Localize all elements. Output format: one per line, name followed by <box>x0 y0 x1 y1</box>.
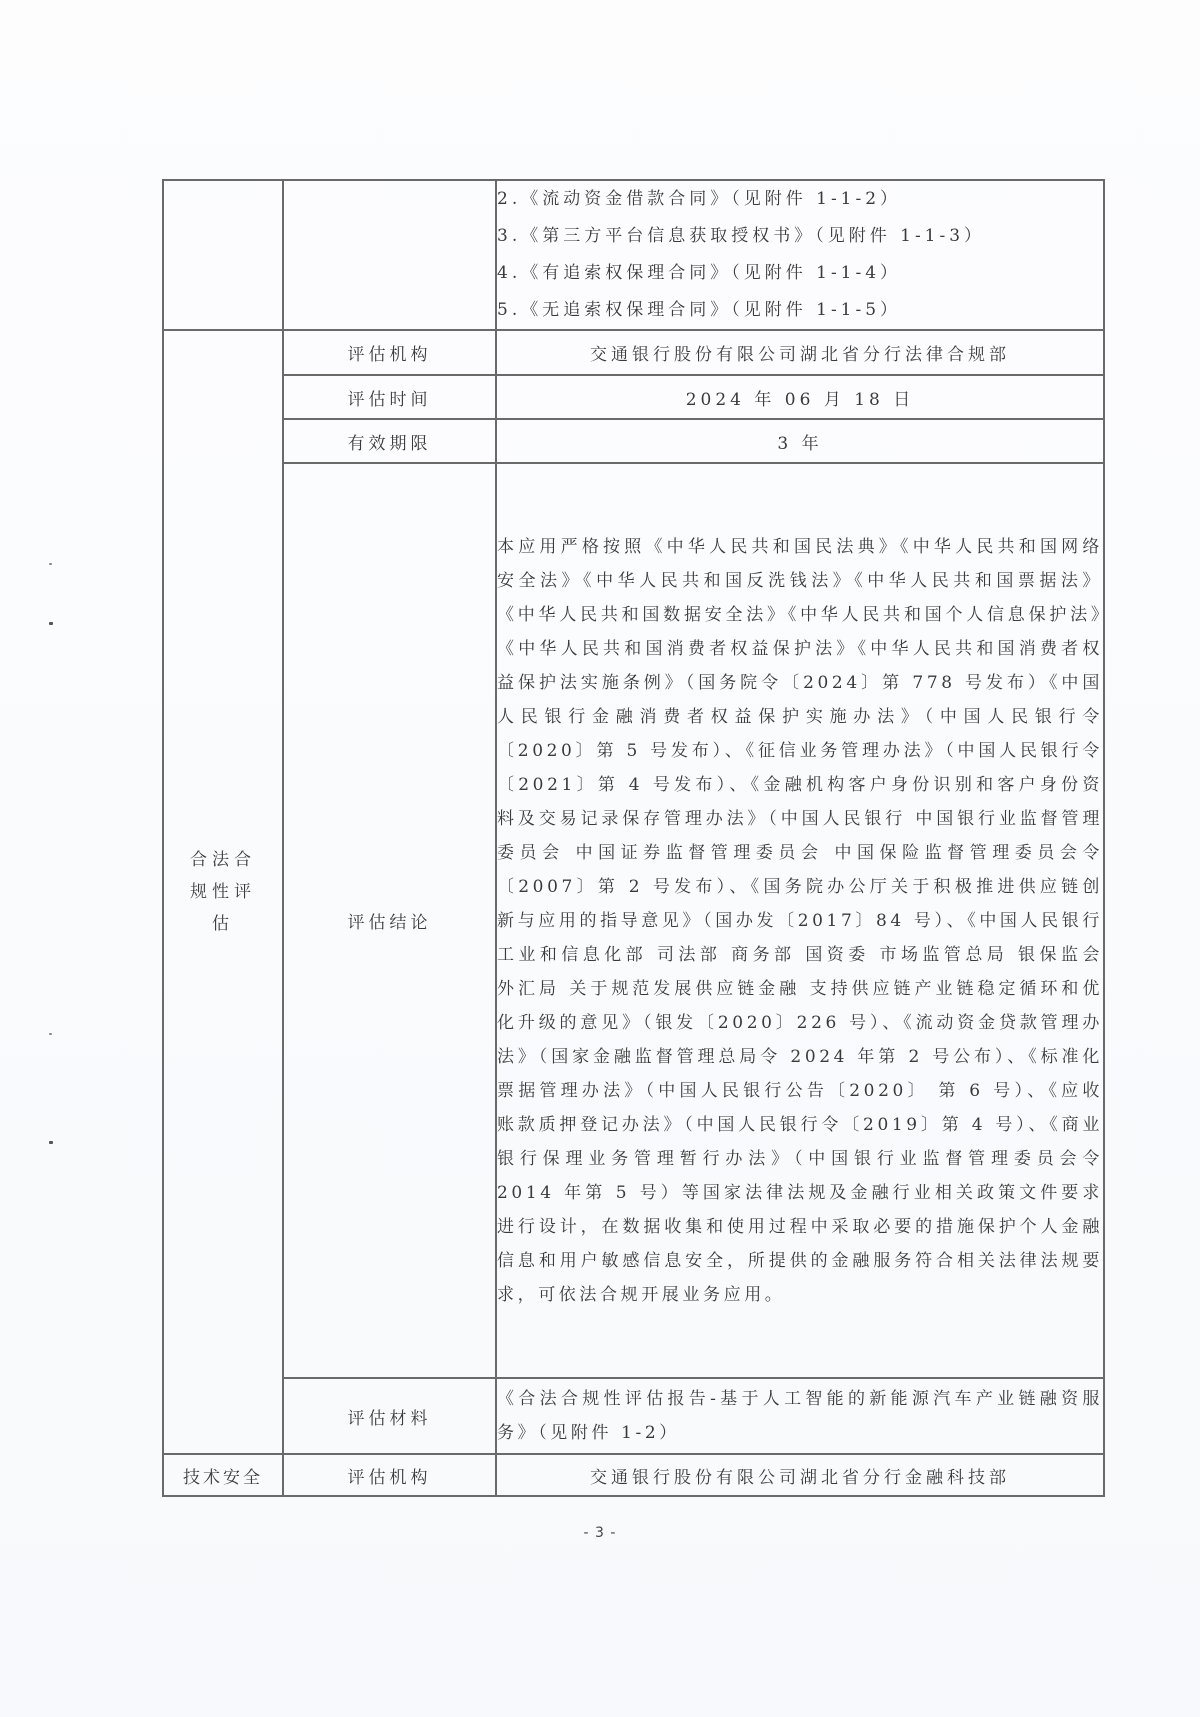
tech-category-cell: 技术安全 <box>163 1454 283 1496</box>
margin-mark <box>49 1033 52 1035</box>
attachment-item: 3.《第三方平台信息获取授权书》（见附件 1-1-3） <box>497 226 986 246</box>
assessment-date-value: 2024 年 06 月 18 日 <box>496 375 1104 419</box>
compliance-category-label: 合法合规性评估 <box>190 850 256 934</box>
tech-org-value: 交通银行股份有限公司湖北省分行金融科技部 <box>496 1454 1104 1496</box>
page-number: - 3 - <box>583 1525 617 1541</box>
compliance-validity-row <box>163 419 1104 463</box>
compliance-conclusion-row <box>163 463 1104 1378</box>
assessment-table <box>162 179 1105 1497</box>
tech-org-row <box>163 1454 1104 1496</box>
assessment-org-value: 交通银行股份有限公司湖北省分行法律合规部 <box>496 330 1104 375</box>
assessment-materials-text: 《合法合规性评估报告-基于人工智能的新能源汽车产业链融资服务》（见附件 1-2） <box>497 1389 1103 1443</box>
assessment-materials-cell <box>496 1378 1104 1454</box>
empty-category-cell <box>163 180 283 330</box>
attachments-list <box>496 180 1104 330</box>
compliance-org-row <box>163 330 1104 375</box>
margin-mark <box>49 563 52 565</box>
assessment-conclusion-cell <box>496 463 1104 1378</box>
validity-period-value: 3 年 <box>496 419 1104 463</box>
row-label: 有效期限 <box>283 419 496 463</box>
attachment-item: 2.《流动资金借款合同》（见附件 1-1-2） <box>497 189 902 209</box>
row-label: 评估材料 <box>283 1378 496 1454</box>
margin-mark <box>49 622 53 625</box>
attachment-item: 4.《有追索权保理合同》（见附件 1-1-4） <box>497 263 902 283</box>
compliance-materials-row <box>163 1378 1104 1454</box>
compliance-category-cell <box>163 330 283 1454</box>
margin-mark <box>49 1141 53 1144</box>
row-label: 评估机构 <box>283 1454 496 1496</box>
empty-label-cell <box>283 180 496 330</box>
attachment-item: 5.《无追索权保理合同》（见附件 1-1-5） <box>497 300 902 320</box>
attachments-row <box>163 180 1104 330</box>
row-label: 评估结论 <box>283 463 496 1378</box>
assessment-conclusion-text: 本应用严格按照《中华人民共和国民法典》《中华人民共和国网络安全法》《中华人民共和国反洗钱法》《中华人民共和国票据法》《中华人民共和国数据安全法》《中华人民共和国个人信息保护法》《中华人民共和国消费者权益保护法》《中华人民共和国消费者权益保护法实施条例》（国务院令〔2024〕第 778 号发布）《中国人民银行金融消费者权益保护实施办法》（中国人民银行令〔2020〕第 5 号发布）、《征信业务管理办法》（中国人民银行令〔2021〕第 4 号发布）、《金融机构客户身份识别和客户身份资料及交易记录保存管理办法》（中国人民银行 中国银行业监督管理委员会 中国证券监督管理委员会 中国保险监督管理委员会令〔2007〕第 2 号发布）、《国务院办公厅关于积极推进供应链创新与应用的指导意见》（国办发〔2017〕84 号）、《中国人民银行 工业和信息化部 司法部 商务部 国资委 市场监管总局 银保监会 外汇局 关于规范发展供应链金融 支持供应链产业链稳定循环和优化升级的意见》（银发〔2020〕226 号）、《流动资金贷款管理办法》（国家金融监督管理总局令 2024 年第 2 号公布）、《标准化票据管理办法》（中国人民银行公告〔2020〕 第 6 号）、《应收账款质押登记办法》（中国人民银行令〔2019〕第 4 号）、《商业银行保理业务管理暂行办法》（中国银行业监督管理委员会令 2014 年第 5 号）等国家法律法规及金融行业相关政策文件要求进行设计，在数据收集和使用过程中采取必要的措施保护个人金融信息和用户敏感信息安全，所提供的金融服务符合相关法律法规要求，可依法合规开展业务应用。 <box>497 536 1103 1305</box>
row-label: 评估机构 <box>283 330 496 375</box>
row-label: 评估时间 <box>283 375 496 419</box>
compliance-date-row <box>163 375 1104 419</box>
